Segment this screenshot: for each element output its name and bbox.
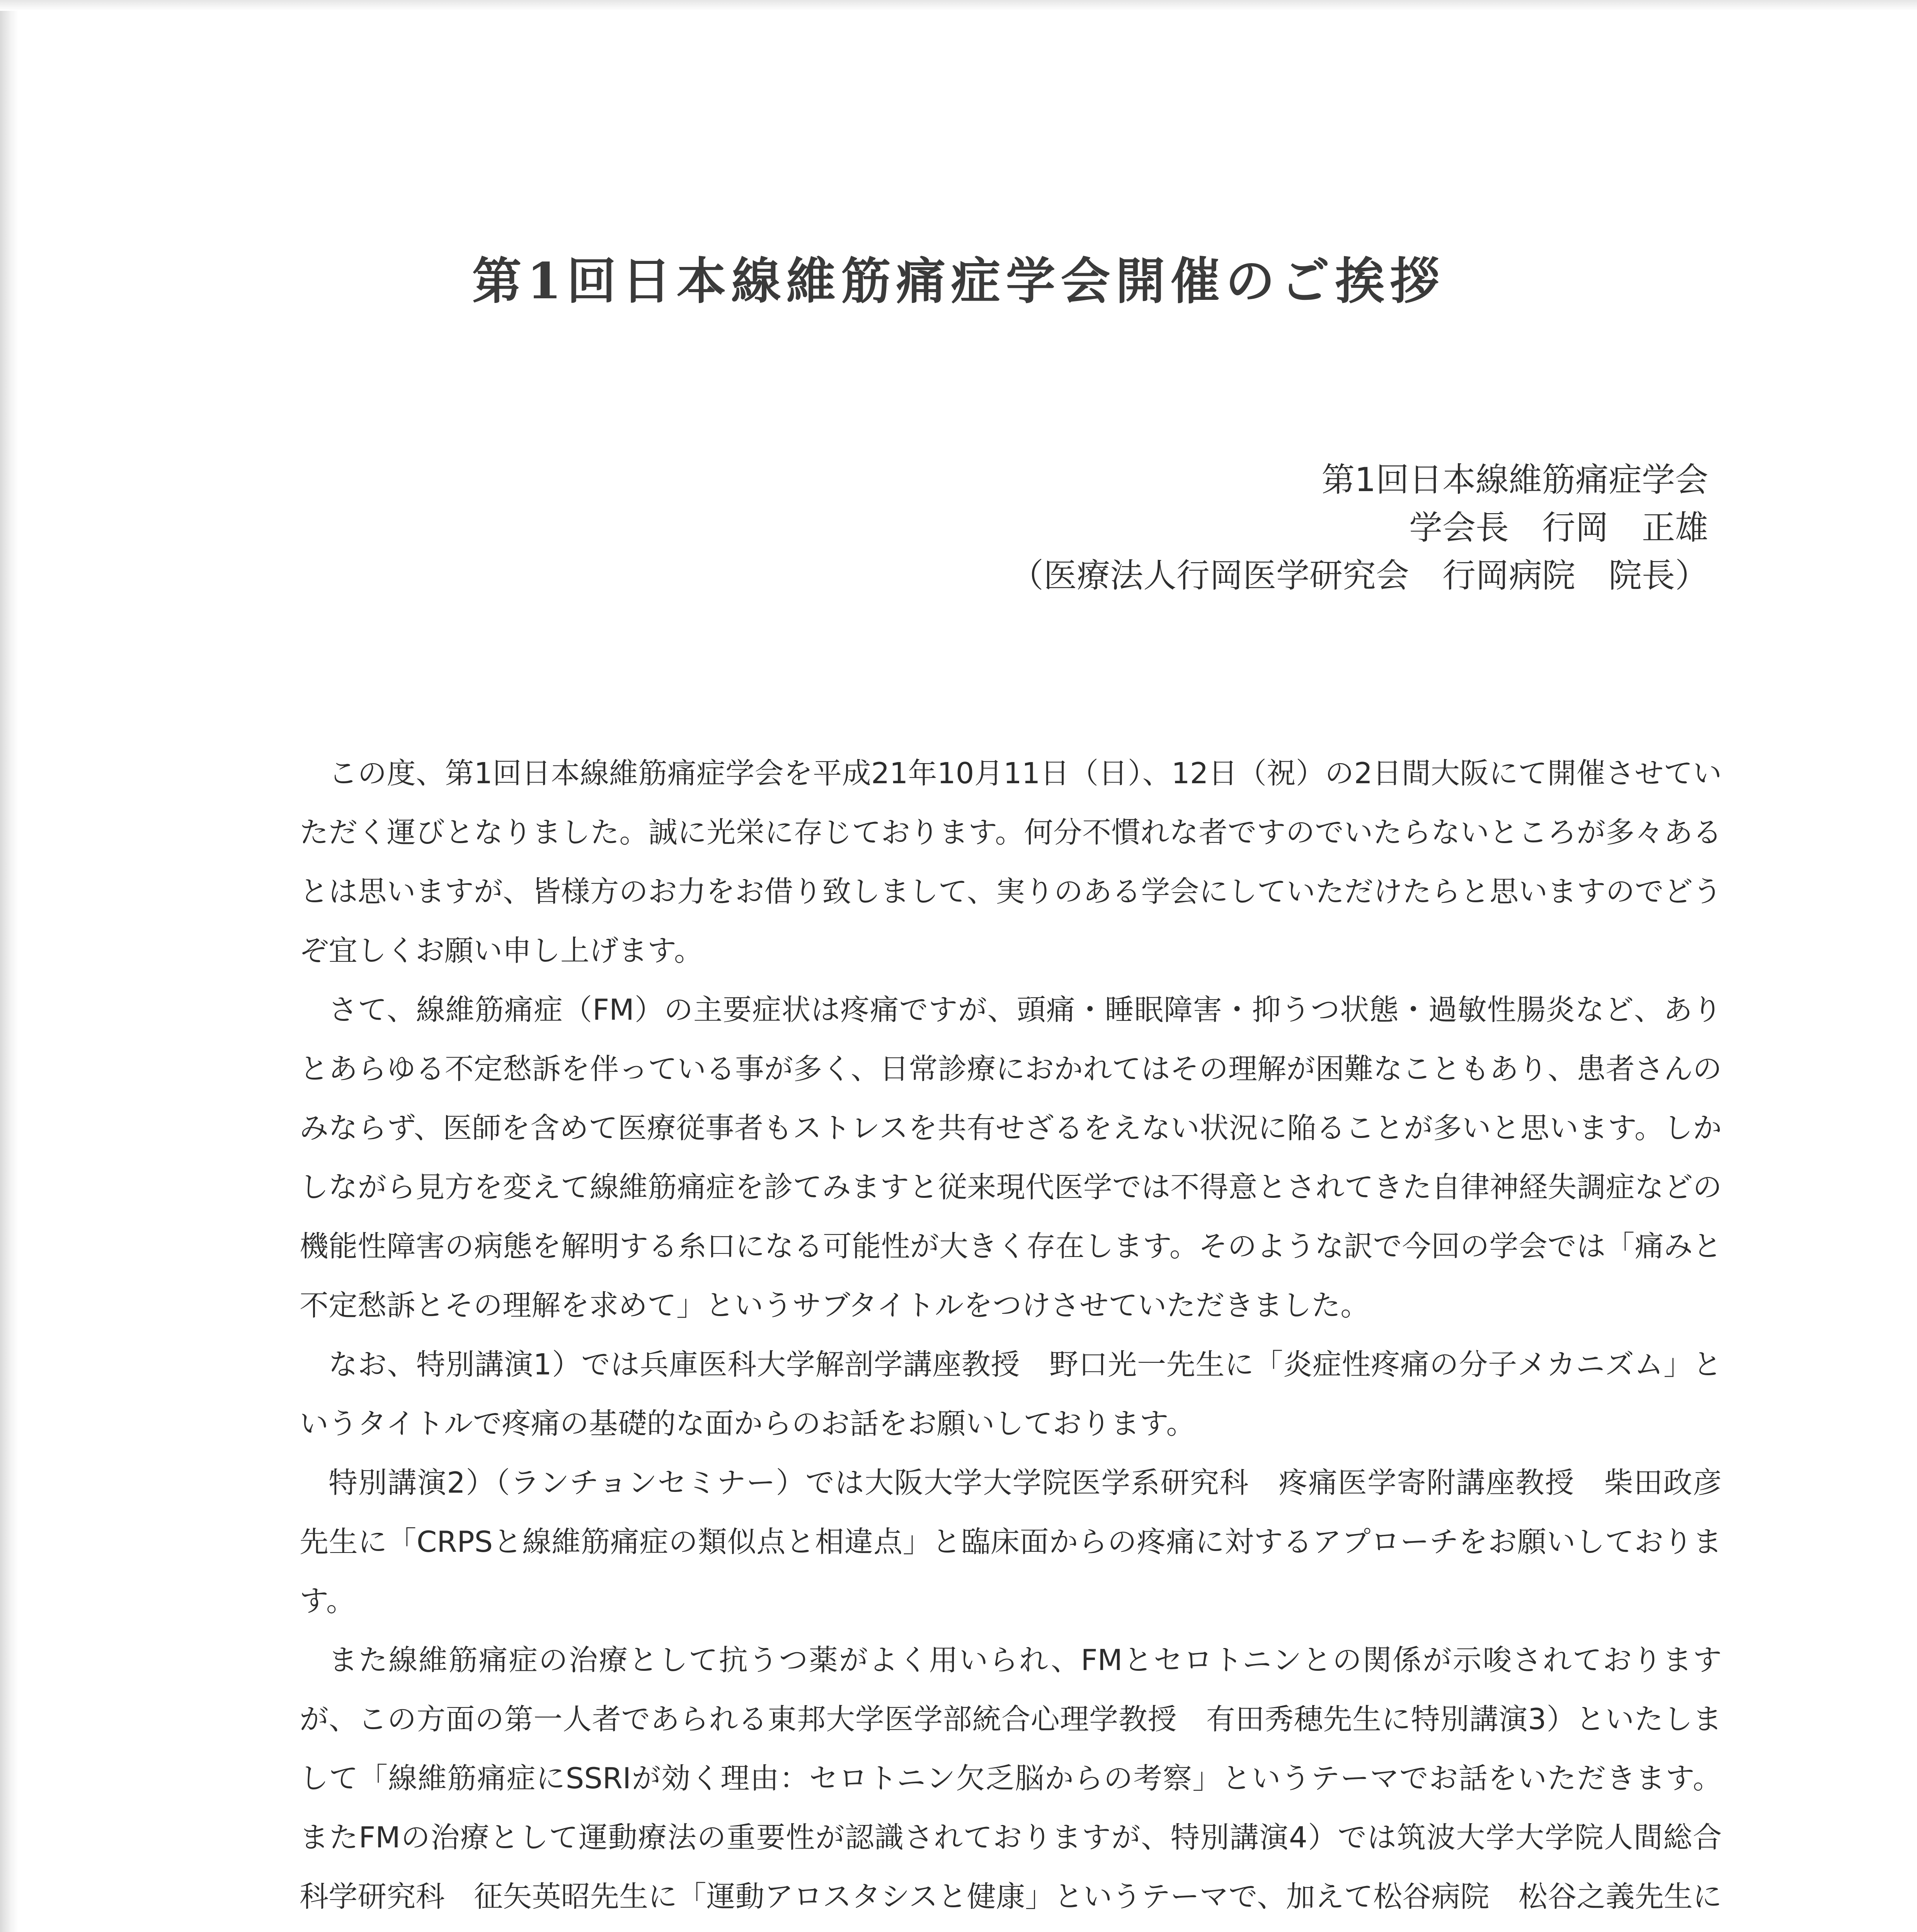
signature-affiliation: （医療法人行岡医学研究会 行岡病院 院長） (1010, 556, 1708, 595)
paragraph-fm-symptoms: さて、線維筋痛症（FM）の主要症状は疼痛ですが、頭痛・睡眠障害・抑うつ状態・過敏性腸炎など、ありとあらゆる不定愁訴を伴っている事が多く、日常診療におかれてはその理解が困難なこともあり、患者さんのみならず、医師を含めて医療従事者もストレスを共有せざるをえない状況に陥ることが多いと思います。しかしながら見方を変えて線維筋痛症を診てみますと従来現代医学では不得意とされてきた自律神経失調症などの機能性障害の病態を解明する糸口になる可能性が大きく存在します。そのような訳で今回の学会では「痛みと不定愁訴とその理解を求めて」というサブタイトルをつけさせていただきました。 (300, 993, 1722, 1322)
signature-organization: 第1回日本線維筋痛症学会 (1321, 461, 1708, 499)
signature-president: 学会長 行岡 正雄 (1409, 509, 1708, 547)
paragraph-opening: この度、第1回日本線維筋痛症学会を平成21年10月11日（日）、12日（祝）の2日間大阪にて開催させていただく運びとなりました。誠に光栄に存じております。何分不慣れな者ですのでいたらないところが多々あるとは思いますが、皆様方のお力をお借り致しまして、実りのある学会にしていただけたらと思いますのでどうぞ宜しくお願い申し上げます。 (300, 756, 1722, 968)
paragraph-lectures-3-4: また線維筋痛症の治療として抗うつ薬がよく用いられ、FMとセロトニンとの関係が示唆されておりますが、この方面の第一人者であられる東邦大学医学部統合心理学教授 有田秀穂先生に特別講演3）といたしまして「線維筋痛症にSSRIが効く理由：セロトニン欠乏脳からの考察」というテーマでお話をいただきます。またFMの治療として運動療法の重要性が認識されておりますが、特別講演4）では筑波大学大学院人間総合科学研究科 征矢英昭先生に「運動アロスタシスと健康」というテーマで、加えて松谷病院 松谷之義先生に (300, 1643, 1722, 1913)
greeting-body (300, 744, 1722, 1932)
paragraph-lecture-1: なお、特別講演1）では兵庫医科大学解剖学講座教授 野口光一先生に「炎症性疼痛の分子メカニズム」というタイトルで疼痛の基礎的な面からのお話をお願いしております。 (300, 1347, 1722, 1440)
scan-page-top-shadow (0, 0, 1917, 11)
paragraph-lecture-2: 特別講演2）（ランチョンセミナー）では大阪大学大学院医学系研究科 疼痛医学寄附講座教授 柴田政彦先生に「CRPSと線維筋痛症の類似点と相違点」と臨床面からの疼痛に対するアプローチをお願いしております。 (300, 1466, 1722, 1618)
document-title: 第1回日本線維筋痛症学会開催のご挨拶 (472, 252, 1445, 310)
signature-block (1010, 456, 1708, 600)
